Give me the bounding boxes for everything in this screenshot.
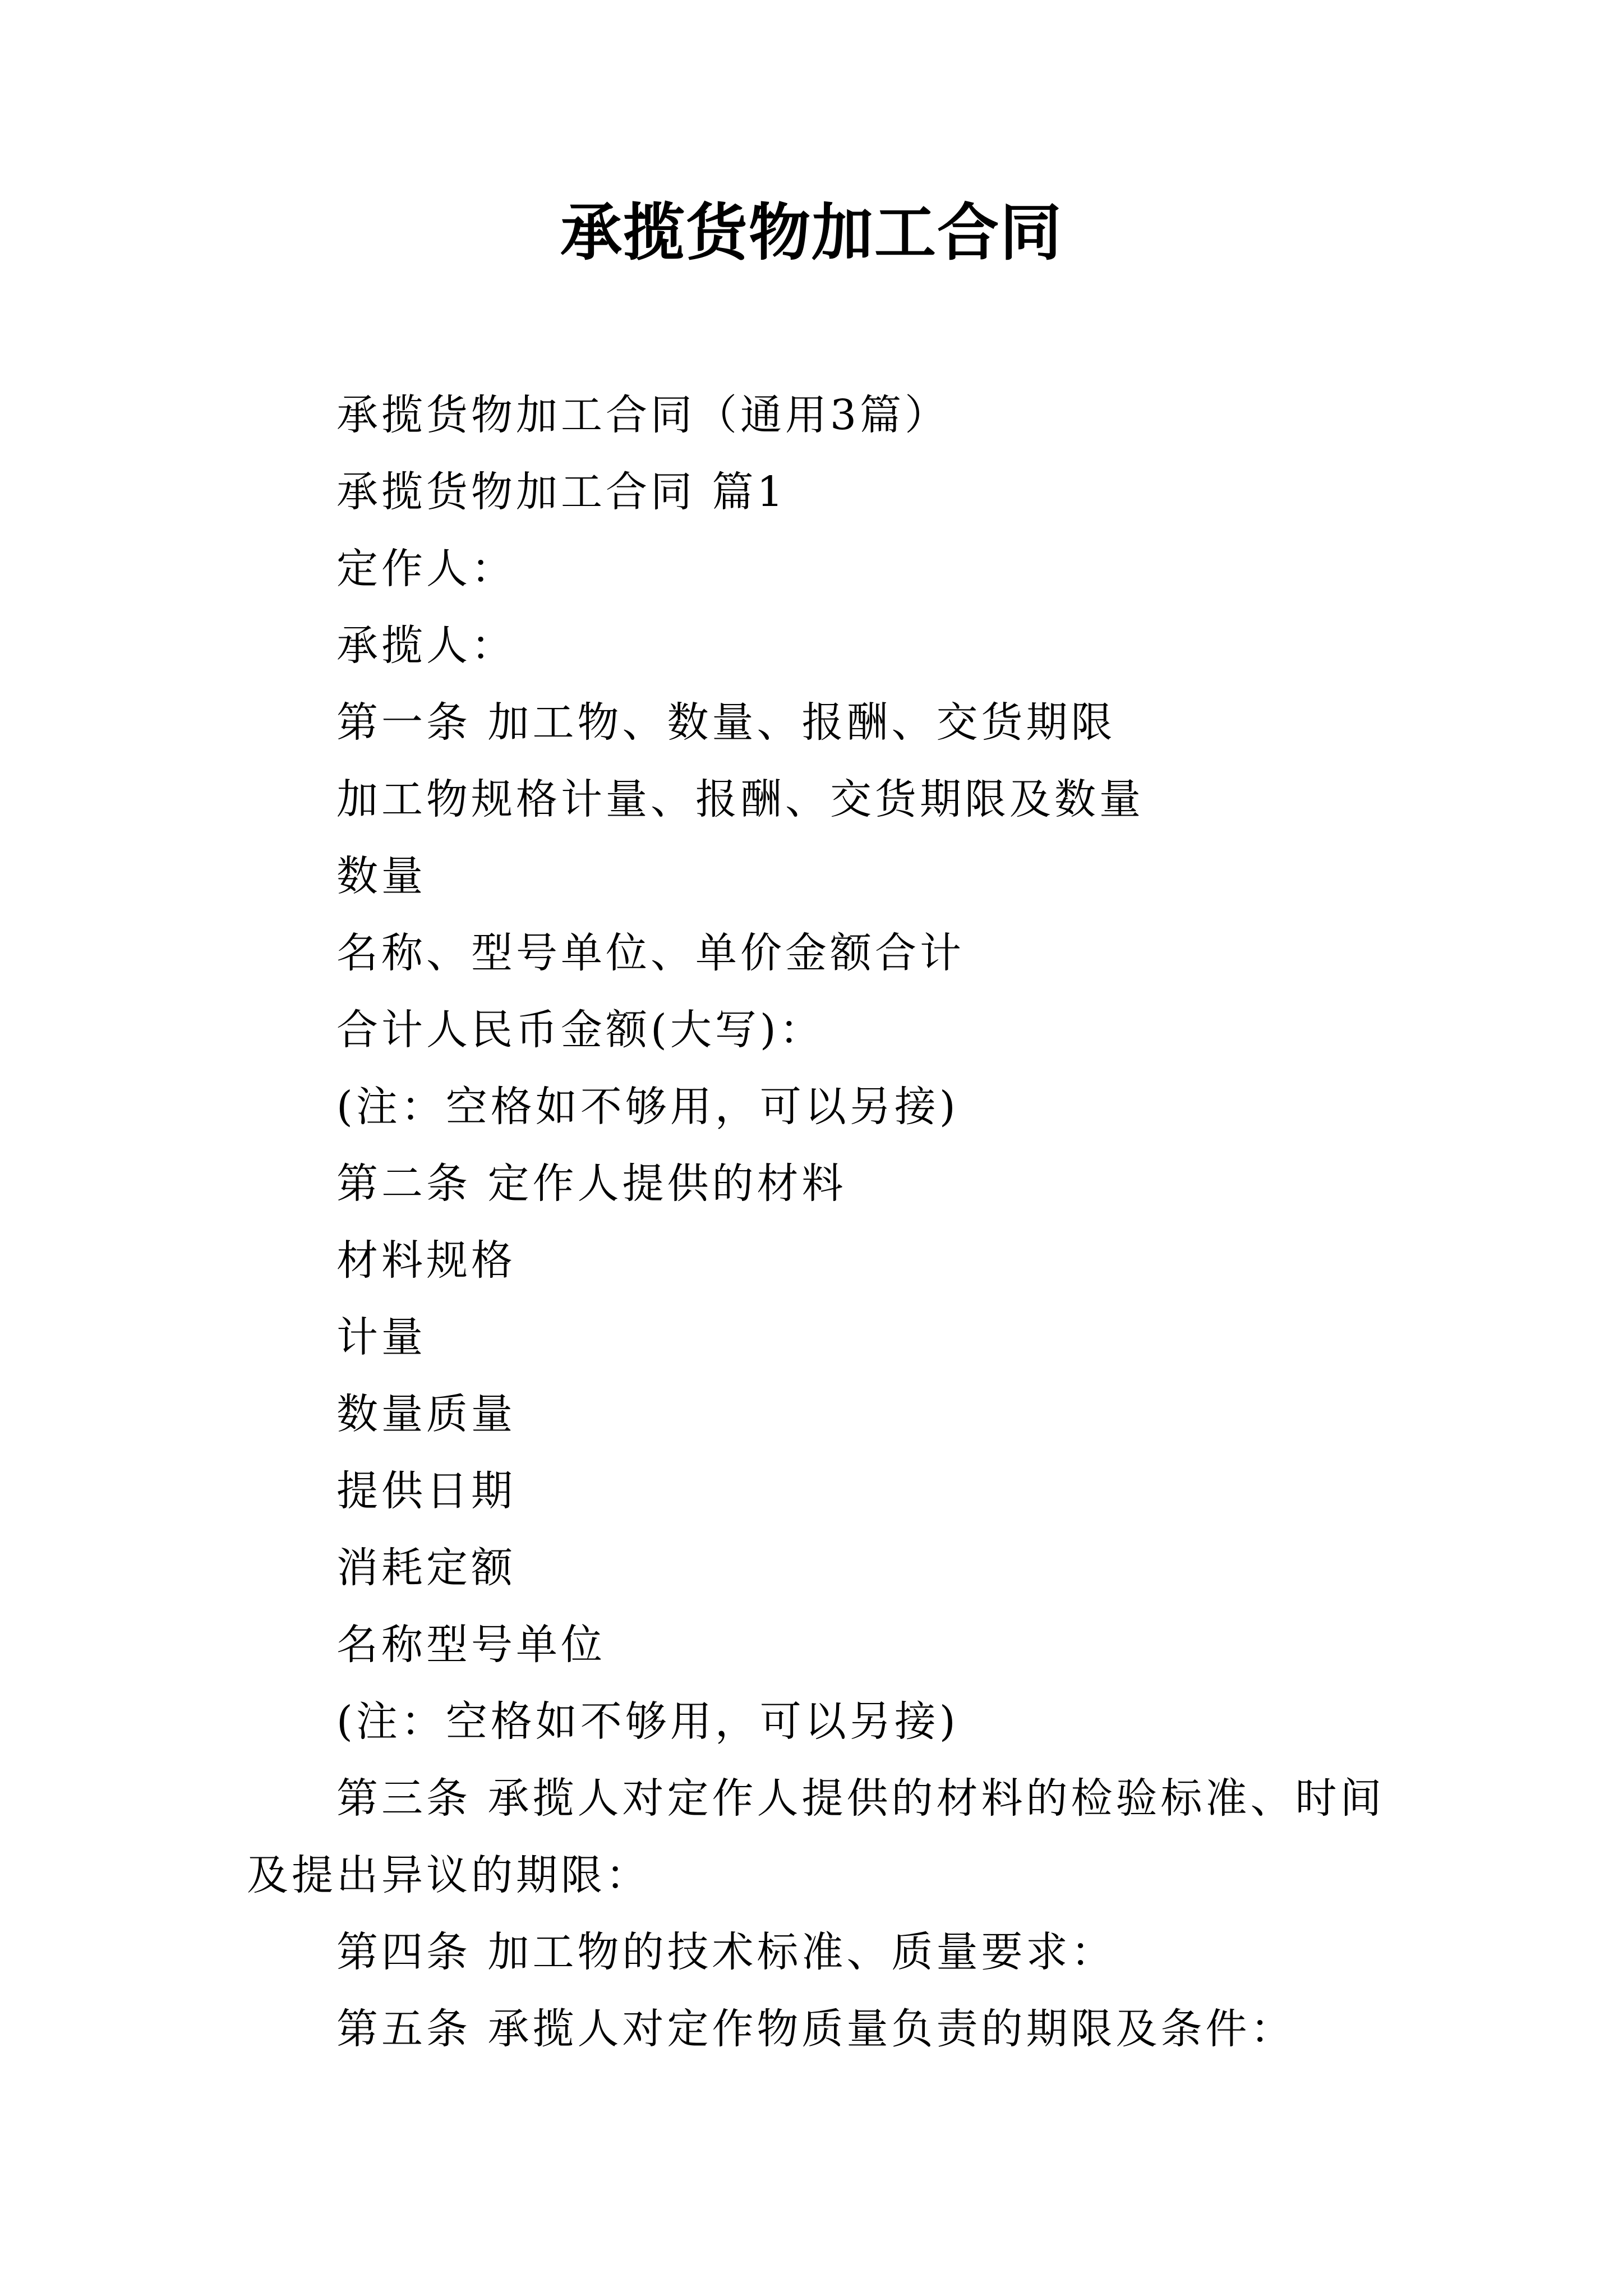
paragraph: 加工物规格计量、报酬、交货期限及数量 — [336, 775, 1144, 823]
paragraph: 消耗定额 — [336, 1544, 516, 1592]
paragraph: 第三条 承揽人对定作人提供的材料的检验标准、时间及提出异议的期限： — [247, 1774, 1385, 1899]
paragraph: 材料规格 — [336, 1236, 516, 1285]
document-body — [247, 377, 1391, 2068]
paragraph: 数量 — [336, 852, 426, 900]
document-title: 承揽货物加工合同 — [560, 196, 1063, 269]
paragraph: 计量 — [336, 1313, 426, 1361]
paragraph: 名称型号单位 — [336, 1621, 606, 1669]
paragraph: 数量质量 — [336, 1390, 516, 1438]
paragraph: (注：空格如不够用，可以另接) — [336, 1697, 959, 1746]
paragraph: 承揽货物加工合同（通用3篇） — [336, 391, 950, 439]
paragraph: 名称、型号单位、单价金额合计 — [336, 929, 965, 977]
paragraph: 第五条 承揽人对定作物质量负责的期限及条件： — [336, 2005, 1295, 2053]
paragraph: (注：空格如不够用，可以另接) — [336, 1083, 959, 1131]
paragraph: 承揽人： — [336, 622, 516, 670]
paragraph: 提供日期 — [336, 1467, 516, 1515]
paragraph: 第一条 加工物、数量、报酬、交货期限 — [336, 698, 1116, 747]
paragraph: 承揽货物加工合同 篇1 — [336, 468, 787, 516]
paragraph: 合计人民币金额(大写)： — [336, 1006, 824, 1054]
paragraph: 第二条 定作人提供的材料 — [336, 1159, 847, 1208]
paragraph: 第四条 加工物的技术标准、质量要求： — [336, 1928, 1116, 1976]
paragraph: 定作人： — [336, 545, 516, 593]
